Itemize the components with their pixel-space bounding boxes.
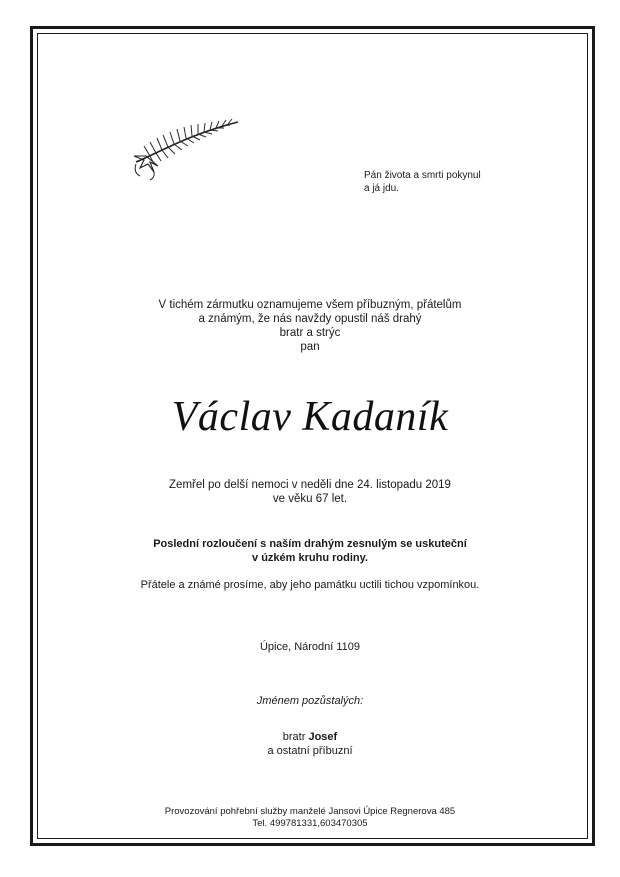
address: Úpice, Národní 1109 — [259, 641, 361, 653]
farewell-notice — [0, 537, 620, 565]
signer-others: a ostatní příbuzní — [267, 745, 353, 757]
farewell-line: v úzkém kruhu rodiny. — [252, 552, 368, 564]
signers — [0, 730, 620, 758]
feather-quill-icon — [130, 116, 242, 184]
intro-line: a známým, že nás navždy opustil náš drahý — [198, 313, 422, 325]
intro-line: V tichém zármutku oznamujeme všem příbuzným, přátelům — [158, 299, 462, 311]
intro-text — [0, 298, 620, 354]
death-notice — [0, 478, 620, 506]
footer — [0, 806, 620, 830]
motto — [364, 169, 534, 195]
signer-brother-name: Josef — [308, 731, 338, 743]
farewell-line: Poslední rozloučení s naším drahým zesnulým se uskuteční — [153, 538, 467, 550]
footer-line: Tel. 499781331,603470305 — [252, 818, 368, 829]
intro-line: bratr a strýc — [279, 327, 341, 339]
signer-prefix: bratr — [282, 731, 309, 743]
signer-brother — [0, 730, 620, 744]
deceased-name: Václav Kadaník — [171, 394, 449, 440]
death-notice-line: ve věku 67 let. — [272, 493, 348, 505]
motto-line: Pán života a smrti pokynul — [364, 170, 481, 181]
on-behalf-label: Jménem pozůstalých: — [256, 695, 364, 707]
footer-line: Provozování pohřební služby manželé Jansovi Úpice Regnerova 485 — [164, 806, 456, 817]
intro-line: pan — [300, 341, 320, 353]
death-notice-line: Zemřel po delší nemoci v neděli dne 24. listopadu 2019 — [169, 479, 451, 491]
friends-request: Přátele a známé prosíme, aby jeho památku uctili tichou vzpomínkou. — [140, 579, 480, 591]
motto-line: a já jdu. — [364, 183, 400, 194]
